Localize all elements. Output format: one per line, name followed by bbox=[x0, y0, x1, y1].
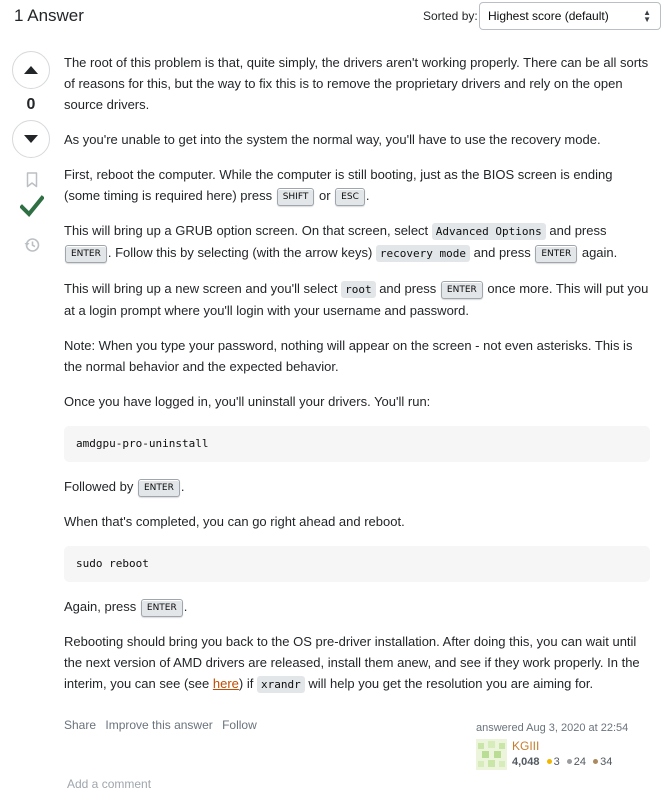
user-avatar[interactable] bbox=[476, 739, 507, 770]
downvote-button[interactable] bbox=[12, 120, 50, 158]
improve-answer-link[interactable]: Improve this answer bbox=[105, 718, 213, 732]
text: or bbox=[318, 188, 331, 203]
paragraph bbox=[64, 476, 650, 497]
kbd-esc: ESC bbox=[335, 188, 365, 206]
paragraph: The root of this problem is that, quite simply, the drivers aren't working properly. There can be all sorts of reasons for this, but the way to fix this is to remove the proprietary drivers and rely on the open source drivers. bbox=[64, 55, 649, 112]
code-block: amdgpu-pro-uninstall bbox=[64, 426, 650, 462]
text: will help you get the resolution you are aiming for. bbox=[308, 676, 594, 691]
here-link[interactable]: here bbox=[212, 676, 239, 691]
user-reputation bbox=[512, 756, 612, 768]
paragraph: Note: When you type your password, nothing will appear on the screen - not even asterisks. This is the normal behavior and the expected behavior. bbox=[64, 338, 633, 374]
paragraph bbox=[64, 220, 650, 264]
kbd-shift: SHIFT bbox=[277, 188, 315, 206]
paragraph: As you're unable to get into the system the normal way, you'll have to use the recovery mode. bbox=[64, 132, 601, 147]
answer-body bbox=[64, 52, 650, 709]
silver-badge-icon bbox=[567, 759, 572, 764]
text: Rebooting should bring you back to the OS pre-driver installation. After doing this, you can wait until the next version of AMD drivers are released, install them anew, and see if they work properly. In the interim, you can see (see bbox=[64, 634, 640, 691]
silver-badge-count: 24 bbox=[573, 756, 587, 768]
answer-count: 1 Answer bbox=[14, 6, 84, 25]
text: This will bring up a new screen and you'll select bbox=[64, 281, 338, 296]
paragraph bbox=[64, 596, 650, 617]
paragraph bbox=[64, 164, 650, 206]
text: and press bbox=[379, 281, 437, 296]
inline-code: Advanced Options bbox=[432, 223, 546, 240]
text: ) if bbox=[238, 676, 254, 691]
arrow-down-icon bbox=[24, 135, 38, 143]
arrow-up-icon bbox=[24, 66, 38, 74]
sort-select-value: Highest score (default) bbox=[488, 9, 609, 23]
text: Followed by bbox=[64, 479, 134, 494]
bronze-badge-count: 34 bbox=[600, 756, 613, 768]
add-comment-link[interactable]: Add a comment bbox=[67, 777, 152, 791]
sort-select[interactable] bbox=[479, 2, 661, 30]
inline-code: xrandr bbox=[257, 676, 305, 693]
share-link[interactable]: Share bbox=[64, 718, 97, 732]
text: This will bring up a GRUB option screen. On that screen, select bbox=[64, 223, 429, 238]
gold-badge-count: 3 bbox=[553, 756, 560, 768]
history-icon[interactable] bbox=[24, 237, 40, 253]
text: and press bbox=[549, 223, 607, 238]
paragraph: Once you have logged in, you'll uninstall your drivers. You'll run: bbox=[64, 394, 431, 409]
kbd-enter: ENTER bbox=[441, 281, 483, 299]
sorted-by-label: Sorted by: bbox=[423, 9, 478, 23]
vote-cell bbox=[12, 51, 52, 158]
kbd-enter: ENTER bbox=[535, 245, 577, 263]
answered-timestamp: answered Aug 3, 2020 at 22:54 bbox=[476, 722, 629, 734]
user-card bbox=[476, 722, 651, 768]
accepted-checkmark-icon bbox=[20, 195, 44, 217]
bronze-badge-icon bbox=[593, 759, 598, 764]
paragraph: When that's completed, you can go right ahead and reboot. bbox=[64, 514, 405, 529]
text: . bbox=[365, 188, 370, 203]
text: . bbox=[183, 599, 188, 614]
upvote-button[interactable] bbox=[12, 51, 50, 89]
user-name[interactable]: KGIII bbox=[512, 739, 540, 753]
text: . bbox=[180, 479, 185, 494]
inline-code: root bbox=[341, 281, 376, 298]
bookmark-icon[interactable] bbox=[26, 172, 38, 188]
select-arrows-icon: ▲ ▼ bbox=[643, 8, 651, 24]
text: . Follow this by selecting (with the arrow keys) bbox=[107, 245, 373, 260]
kbd-enter: ENTER bbox=[65, 245, 107, 263]
gold-badge-icon bbox=[547, 759, 552, 764]
vote-count: 0 bbox=[26, 96, 36, 113]
text: once more. This will put you at a login prompt where you'll login with your username and password. bbox=[64, 281, 649, 318]
answers-header bbox=[0, 0, 664, 34]
paragraph bbox=[64, 631, 650, 695]
code-block: sudo reboot bbox=[64, 546, 650, 582]
text: and press bbox=[473, 245, 531, 260]
inline-code: recovery mode bbox=[376, 245, 470, 262]
post-menu bbox=[64, 718, 263, 732]
kbd-enter: ENTER bbox=[141, 599, 183, 617]
paragraph bbox=[64, 278, 650, 321]
text: Again, press bbox=[64, 599, 137, 614]
reputation-score: 4,048 bbox=[512, 756, 540, 768]
text: again. bbox=[581, 245, 618, 260]
kbd-enter: ENTER bbox=[138, 479, 180, 497]
text: First, reboot the computer. While the computer is still booting, just as the BIOS screen is ending (some timing is required here) press bbox=[64, 167, 613, 203]
follow-link[interactable]: Follow bbox=[222, 718, 257, 732]
